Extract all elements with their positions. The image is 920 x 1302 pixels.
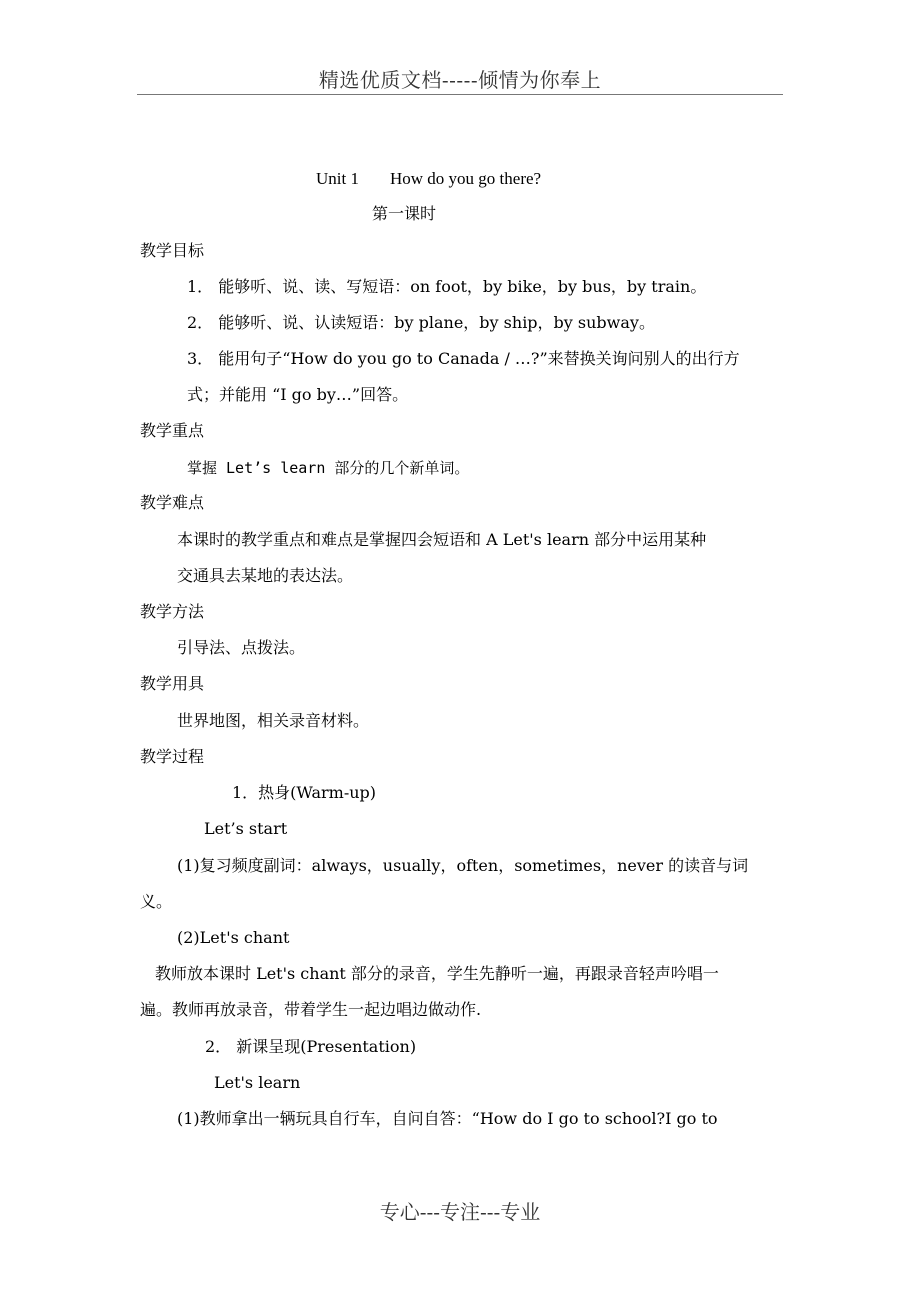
key-points-text: 掌握 Let’s learn 部分的几个新单词。 [187, 459, 470, 477]
unit-question: How do you go there? [390, 169, 542, 188]
review-line-2: 义。 [140, 892, 173, 911]
process-step-1: 1．热身(Warm-up) [232, 783, 377, 802]
objective-item-2: 2． 能够听、说、认读短语：by plane，by ship，by subway。 [187, 313, 655, 332]
methods-text: 引导法、点拨法。 [177, 638, 306, 657]
objective-item-3-line-2: 式；并能用 “I go by…”回答。 [187, 385, 409, 404]
process-step-2: 2． 新课呈现(Presentation) [205, 1037, 417, 1056]
learn-line-1: (1)教师拿出一辆玩具自行车，自问自答：“How do I go to school?I go to [177, 1109, 718, 1128]
tools-heading: 教学用具 [140, 674, 205, 693]
objective-item-1: 1． 能够听、说、读、写短语：on foot，by bike，by bus，by train。 [187, 277, 707, 296]
lets-learn-label: Let's learn [214, 1073, 301, 1092]
difficulties-line-1: 本课时的教学重点和难点是掌握四会短语和 A Let's learn 部分中运用某种 [177, 530, 707, 549]
unit-label: Unit 1 [316, 169, 359, 188]
page-header: 精选优质文档-----倾情为你奉上 [318, 68, 602, 92]
objectives-heading: 教学目标 [140, 241, 205, 260]
difficulties-line-2: 交通具去某地的表达法。 [177, 566, 354, 585]
tools-text: 世界地图，相关录音材料。 [177, 711, 370, 730]
review-line-1: (1)复习频度副词：always，usually，often，sometimes，never 的读音与词 [177, 856, 749, 875]
page-footer: 专心---专注---专业 [379, 1200, 541, 1224]
lets-chant-label: (2)Let's chant [177, 928, 290, 947]
lesson-title: 第一课时 [372, 204, 437, 223]
objective-item-3-line-1: 3． 能用句子“How do you go to Canada / …?”来替换关询问别人的出行方 [187, 349, 740, 368]
chant-line-1: 教师放本课时 Let's chant 部分的录音，学生先静听一遍，再跟录音轻声吟唱一 [155, 964, 719, 983]
difficulties-heading: 教学难点 [140, 493, 205, 512]
chant-line-2: 遍。教师再放录音，带着学生一起边唱边做动作. [140, 1000, 482, 1019]
process-heading: 教学过程 [140, 747, 205, 766]
key-points-heading: 教学重点 [140, 421, 205, 440]
methods-heading: 教学方法 [140, 602, 205, 621]
header-divider [137, 94, 783, 95]
lets-start-label: Let’s start [204, 819, 288, 838]
